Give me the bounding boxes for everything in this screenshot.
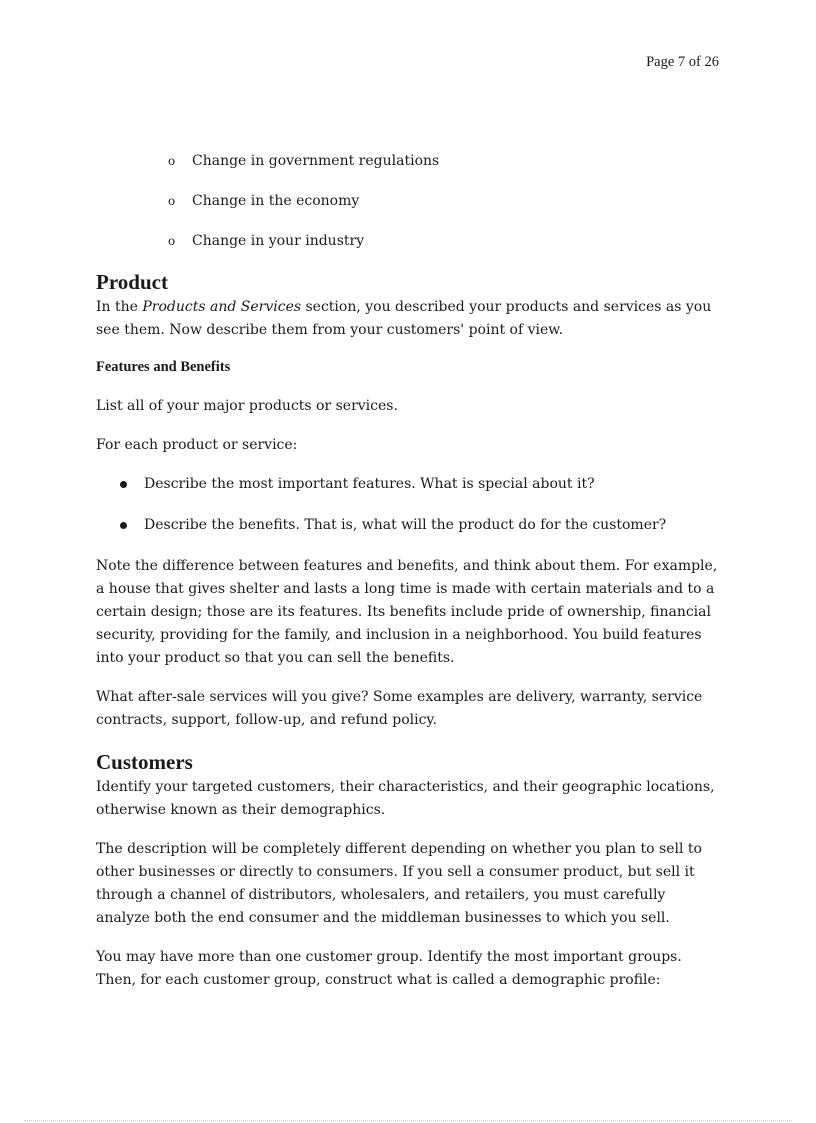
document-body [96, 150, 720, 1008]
list-item [96, 230, 720, 253]
product-intro-start: In the [96, 299, 143, 315]
circle-bullet-icon: o [168, 154, 176, 168]
features-benefits-subheading: Features and Benefits [96, 359, 231, 375]
product-paragraph: What after-sale services will you give? Some examples are delivery, warranty, service contracts, support, follow-up, and refund policy. [96, 689, 703, 728]
circle-bullet-icon: o [168, 194, 176, 208]
page-bottom-rule [24, 1120, 792, 1121]
list-item [96, 150, 720, 173]
product-paragraph: Note the difference between features and benefits, and think about them. For example, a house that gives shelter and lasts a long time is made with certain materials and to a certain design; those are its features. Its benefits include pride of ownership, financial security, providing for the family, and inclusion in a neighborhood. You build features into your product so that you can sell the benefits. [96, 558, 718, 666]
product-intro [96, 296, 720, 342]
customers-paragraph: You may have more than one customer group. Identify the most important groups. Then, for each customer group, construct what is called a demographic profile: [96, 949, 682, 988]
customers-paragraph: Identify your targeted customers, their characteristics, and their geographic locations, otherwise known as their demographics. [96, 779, 715, 818]
circle-bullet-icon: o [168, 234, 176, 248]
product-heading: Product [96, 270, 168, 294]
list-item-text: Change in government regulations [192, 153, 440, 169]
customers-heading: Customers [96, 750, 193, 774]
list-item-text: Change in your industry [192, 233, 365, 249]
continued-sub-list [96, 150, 720, 253]
list-item [96, 473, 720, 496]
product-intro-section-name: Products and Services [142, 299, 302, 315]
bullet-icon [120, 481, 127, 488]
product-bullet-list [96, 473, 720, 537]
list-item-text: Describe the benefits. That is, what will the product do for the customer? [144, 517, 667, 533]
product-intro-end: section, you described your products and services as you see them. Now describe them from your customers' point of view. [96, 299, 712, 338]
product-paragraph: For each product or service: [96, 437, 298, 453]
page-number: Page 7 of 26 [646, 54, 719, 70]
list-item [96, 514, 720, 537]
bullet-icon [120, 522, 127, 529]
customers-paragraph: The description will be completely different depending on whether you plan to sell to other businesses or directly to consumers. If you sell a consumer product, but sell it through a channel of distributors, wholesalers, and retailers, you must carefully analyze both the end consumer and the middleman businesses to which you sell. [96, 841, 702, 926]
list-item-text: Change in the economy [192, 193, 360, 209]
list-item-text: Describe the most important features. What is special about it? [144, 476, 595, 492]
list-item [96, 190, 720, 213]
product-paragraph: List all of your major products or services. [96, 398, 398, 414]
